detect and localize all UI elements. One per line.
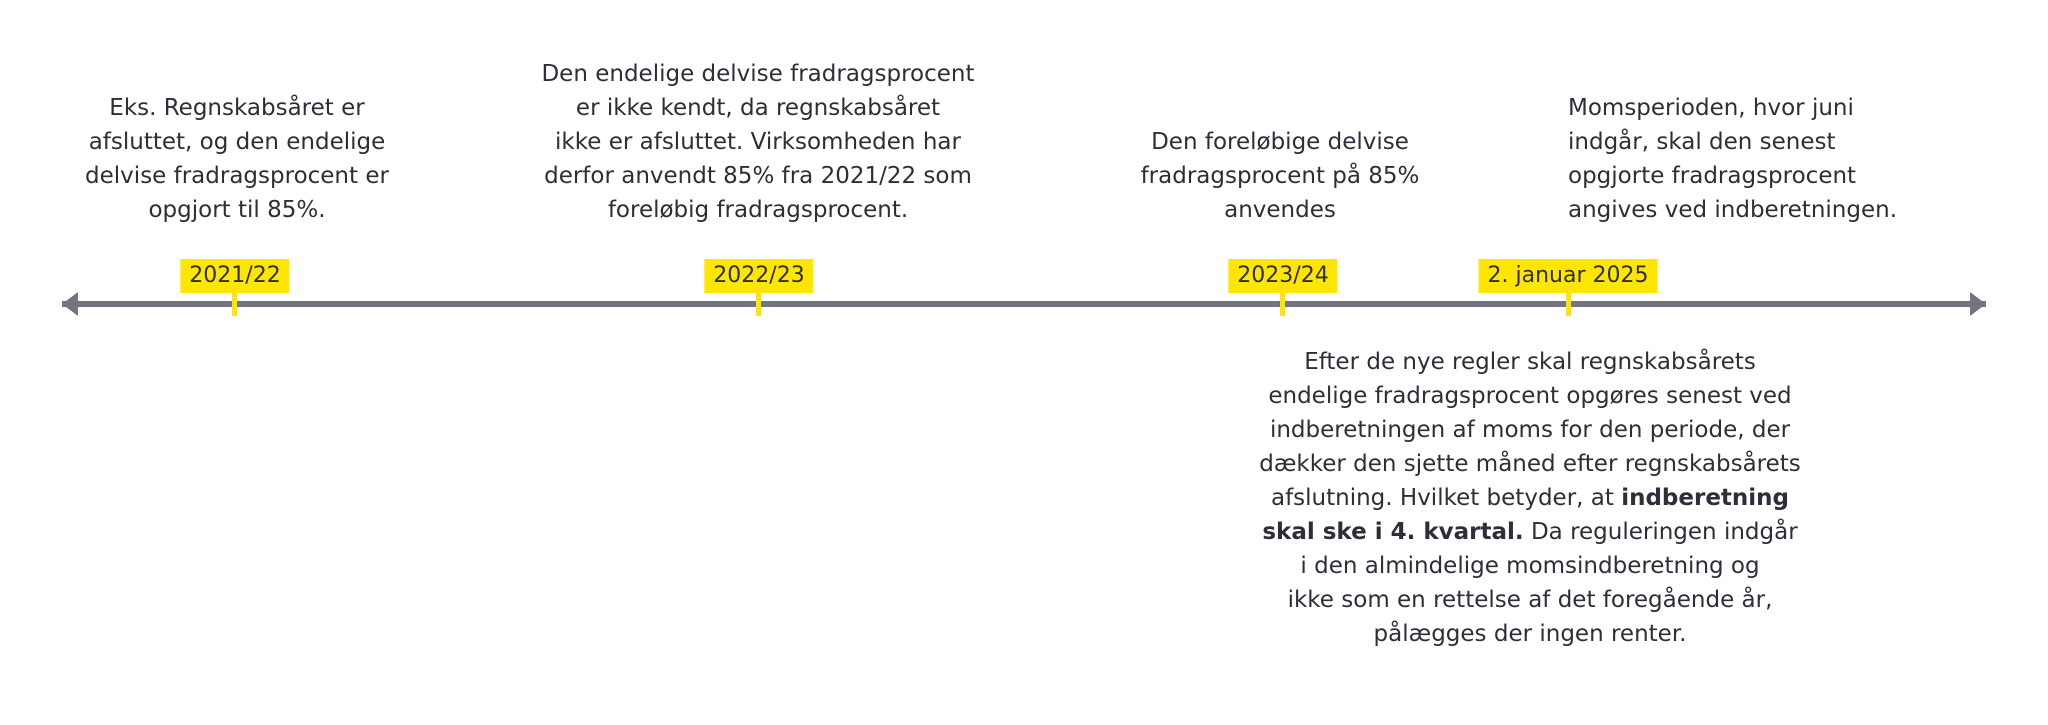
timeline-axis (62, 301, 1986, 307)
milestone-label-2023-24: 2023/24 (1228, 259, 1337, 293)
tick-2021-22 (232, 290, 237, 316)
arrow-right-icon (1970, 292, 1986, 316)
milestone-2021-22-description: Eks. Regnskabsåret er afsluttet, og den endelige delvise fradragsprocent er opgjort til 85%. (85, 95, 389, 223)
milestone-2022-23-description: Den endelige delvise fradragsprocent er ikke kendt, da regnskabsåret ikke er afsluttet. Virksomheden har derfor anvendt 85% fra 2021/22 som foreløbig fradragsprocent. (541, 61, 975, 223)
tick-2025 (1566, 290, 1571, 316)
milestone-label-2025: 2. januar 2025 (1479, 259, 1658, 293)
tick-2022-23 (756, 290, 761, 316)
milestone-label-2022-23: 2022/23 (704, 259, 813, 293)
milestone-2025-description: Momsperioden, hvor juni indgår, skal den senest opgjorte fradragsprocent angives ved indberetningen. (1568, 95, 1898, 223)
arrow-left-icon (62, 292, 78, 316)
milestone-2023-24-description-below: Efter de nye regler skal regnskabsårets endelige fradragsprocent opgøres senest ved indberetningen af moms for den periode, der dækker den sjette måned efter regnskabsårets afslutning. Hvilket betyder, at indberetning skal ske i 4. kvartal. Da reguleringen indgår i den almindelige momsindberetning og ikke som en rettelse af det foregående år, pålægges der ingen renter. (1259, 349, 1801, 647)
milestone-label-2021-22: 2021/22 (180, 259, 289, 293)
emphasis-text: indberetning (1621, 485, 1790, 511)
tick-2023-24 (1280, 290, 1285, 316)
milestone-2023-24-description-above: Den foreløbige delvise fradragsprocent på 85% anvendes (1140, 129, 1420, 223)
emphasis-text: skal ske i 4. kvartal. (1262, 519, 1524, 545)
